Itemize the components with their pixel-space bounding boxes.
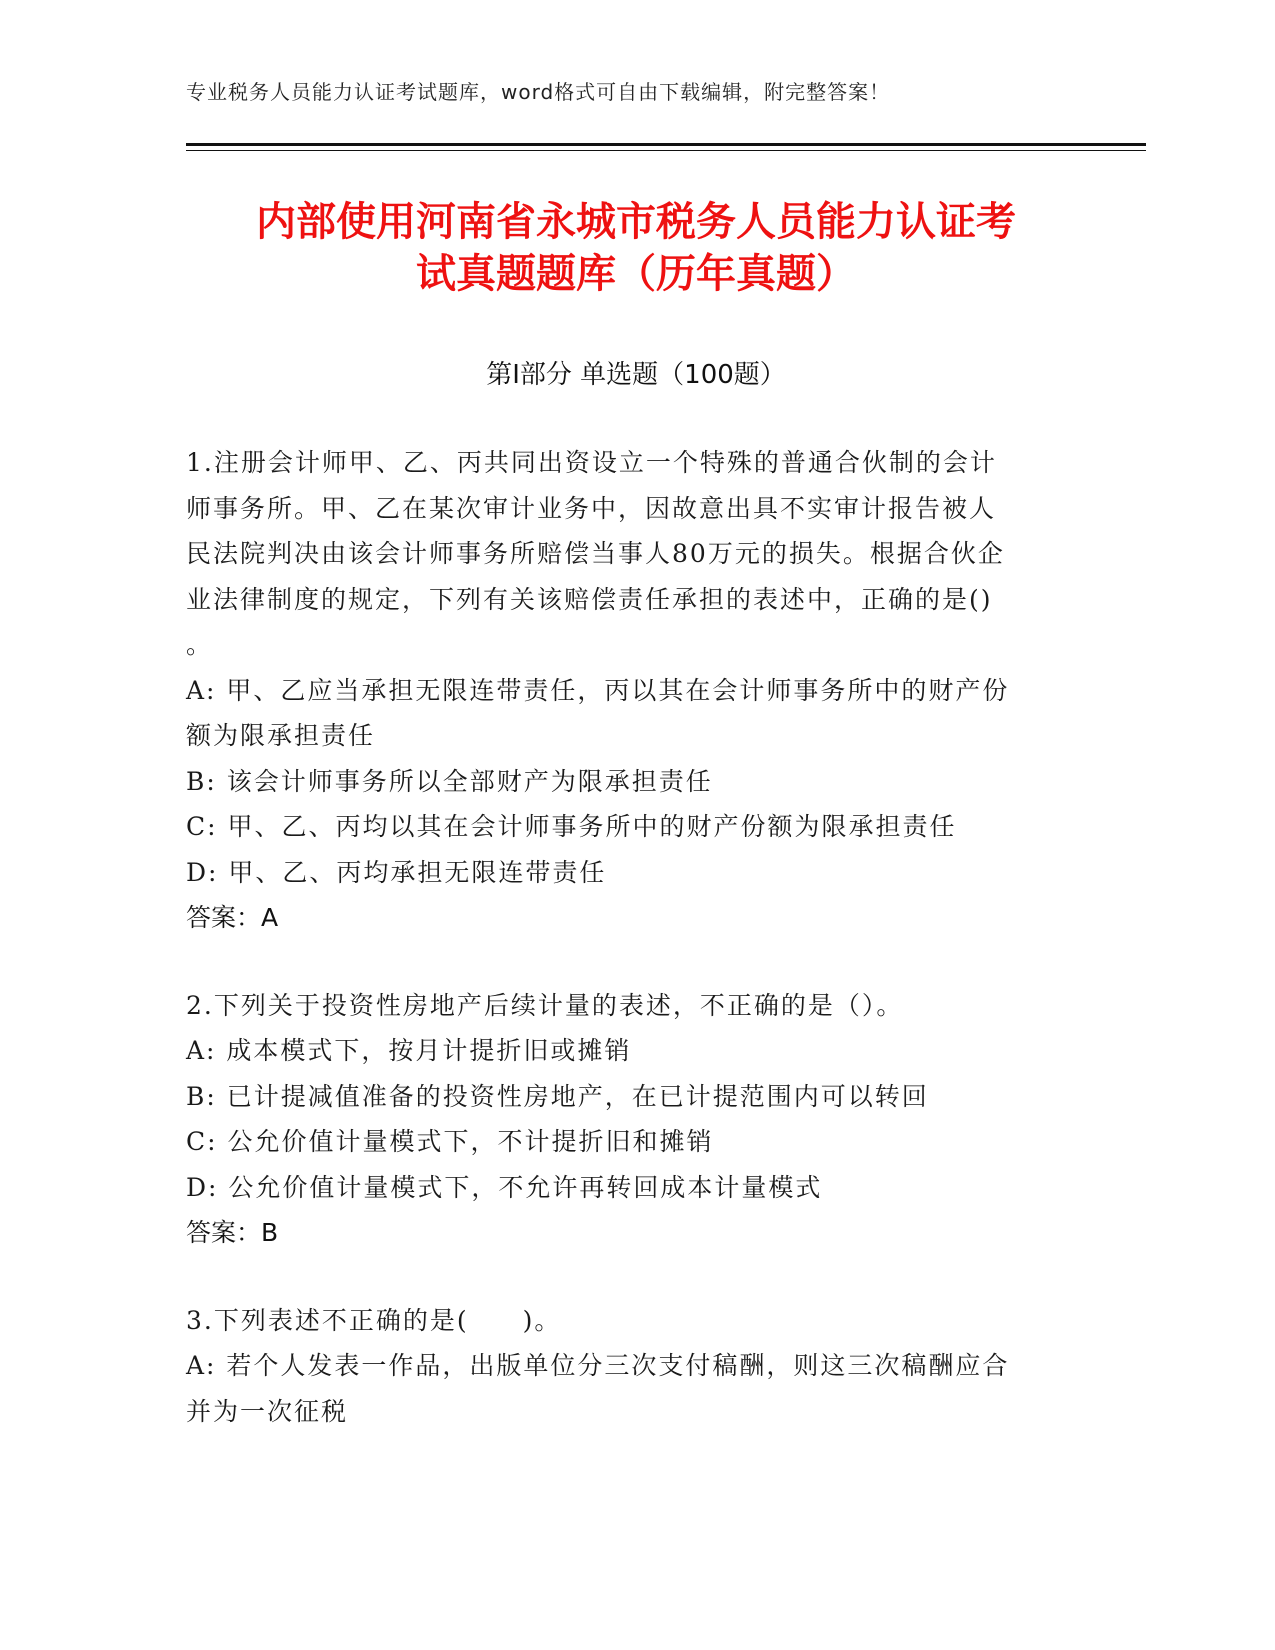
option-line: C: 公允价值计量模式下，不计提折旧和摊销: [186, 1127, 714, 1156]
option-line: A: 甲、乙应当承担无限连带责任，丙以其在会计师事务所中的财产份: [186, 675, 1010, 705]
question-stem-line: 3.下列表述不正确的是( )。: [186, 1305, 562, 1335]
document-title-line-2: 试真题题库（历年真题）: [416, 251, 856, 297]
option-line: D: 甲、乙、丙均承担无限连带责任: [186, 857, 607, 887]
header-note: 专业税务人员能力认证考试题库，word格式可自由下载编辑，附完整答案！: [186, 80, 891, 104]
option-line: A: 成本模式下，按月计提折旧或摊销: [186, 1036, 632, 1065]
option-line: 额为限承担责任: [186, 721, 376, 750]
answer-line: 答案：A: [186, 903, 279, 932]
question-list: [186, 440, 1066, 1476]
question-stem-line: 2.下列关于投资性房地产后续计量的表述，不正确的是（）。: [186, 990, 904, 1020]
document-title: [186, 196, 1086, 300]
header-divider-thin: [186, 150, 1146, 151]
question-block: [186, 440, 1066, 941]
question-stem-line: 。: [186, 630, 214, 659]
header-divider-thick: [186, 143, 1146, 146]
question-stem-line: 民法院判决由该会计师事务所赔偿当事人80万元的损失。根据合伙企: [186, 539, 1005, 568]
question-stem-line: 1.注册会计师甲、乙、丙共同出资设立一个特殊的普通合伙制的会计: [186, 448, 997, 477]
option-line: A: 若个人发表一作品，出版单位分三次支付稿酬，则这三次稿酬应合: [186, 1351, 1010, 1380]
question-block: [186, 983, 1066, 1256]
option-line: B: 已计提减值准备的投资性房地产，在已计提范围内可以转回: [186, 1081, 929, 1111]
section-heading: 第Ⅰ部分 单选题（100题）: [486, 360, 786, 390]
option-line: C: 甲、乙、丙均以其在会计师事务所中的财产份额为限承担责任: [186, 812, 957, 841]
option-line: B: 该会计师事务所以全部财产为限承担责任: [186, 766, 713, 796]
option-line: D: 公允价值计量模式下，不允许再转回成本计量模式: [186, 1172, 823, 1202]
document-title-line-1: 内部使用河南省永城市税务人员能力认证考: [256, 199, 1016, 245]
option-line: 并为一次征税: [186, 1396, 349, 1426]
answer-line: 答案：B: [186, 1218, 279, 1247]
question-block: [186, 1298, 1066, 1435]
question-stem-line: 师事务所。甲、乙在某次审计业务中，因故意出具不实审计报告被人: [186, 493, 997, 523]
question-stem-line: 业法律制度的规定，下列有关该赔偿责任承担的表述中，正确的是(): [186, 584, 993, 614]
